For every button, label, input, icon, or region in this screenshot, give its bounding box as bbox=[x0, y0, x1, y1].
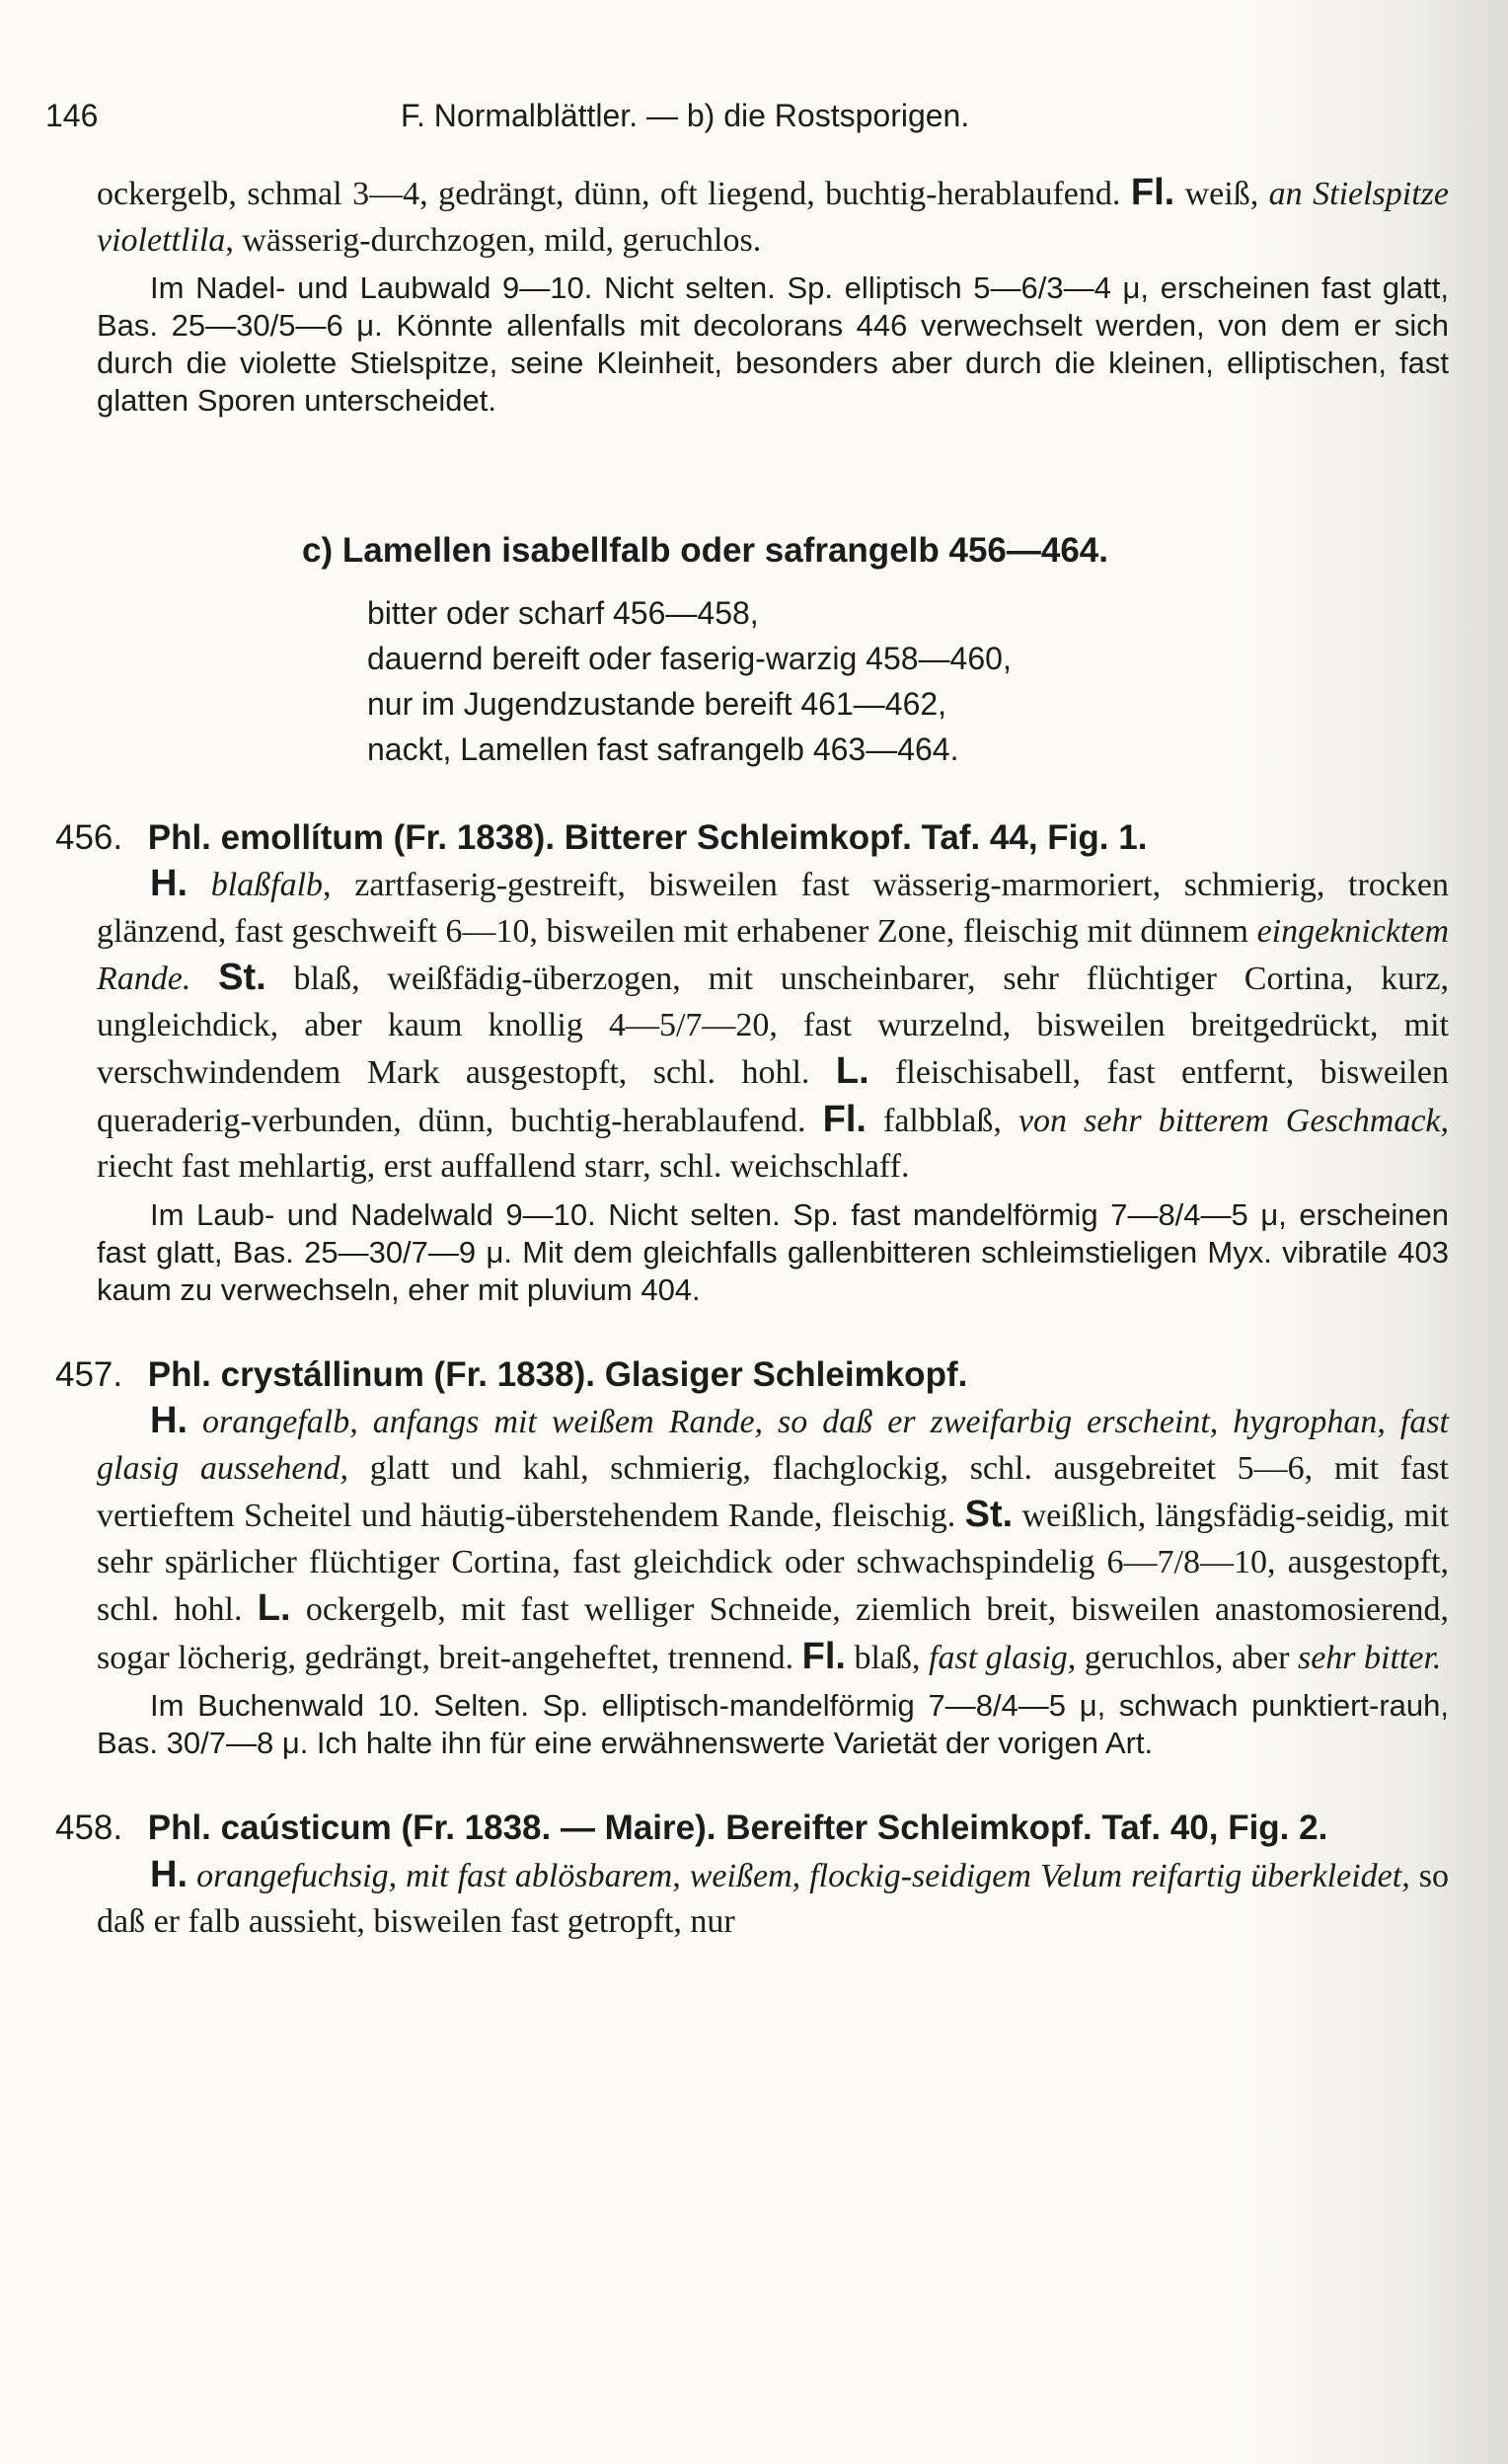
habitat-note: Im Buchenwald 10. Selten. Sp. elliptisch-mandelförmig 7—8/4—5 μ, schwach punktiert-rauh, Bas. 30/7—8 μ. Ich halte ihn für eine erwähnenswerte Varietät der vorigen Art. bbox=[97, 1688, 1449, 1760]
key-item: bitter oder scharf 456—458, bbox=[367, 594, 759, 631]
habitat-note: Im Nadel- und Laubwald 9—10. Nicht selten. Sp. elliptisch 5—6/3—4 μ, erscheinen fast glatt, Bas. 25—30/5—6 μ. Könnte allenfalls mit decolorans 446 verwechselt werden, von dem er sich durch die violette Stielspitze, seine Kleinheit, besonders aber durch die kleinen, elliptischen, fast glatten Sporen unterscheidet. bbox=[97, 270, 1449, 418]
species-name: Phl. crystállinum (Fr. 1838). bbox=[147, 1354, 595, 1394]
text-fragment: falbblaß, bbox=[866, 1102, 1018, 1139]
entry-number: 456. bbox=[55, 817, 123, 857]
entry-description bbox=[97, 1852, 1449, 1946]
key-item: nackt, Lamellen fast safrangelb 463—464. bbox=[367, 731, 959, 767]
text-fragment: weißlich, längsfädig-seidig, mit sehr spärlicher flüchtiger Cortina, fast gleichdick oder schwachspindelig 6—7/8—10, ausgestopft, schl. hohl. bbox=[97, 1498, 1450, 1628]
cap-label: H. bbox=[150, 1400, 188, 1441]
entry-number: 457. bbox=[55, 1354, 123, 1394]
plate-reference: Taf. 40, Fig. 2. bbox=[1101, 1809, 1328, 1847]
entry-heading bbox=[55, 1352, 1449, 1399]
gills-label: L. bbox=[835, 1050, 869, 1092]
section-c bbox=[97, 528, 1449, 772]
italic-fragment: fast glasig, bbox=[929, 1639, 1077, 1676]
habitat-note: Im Laub- und Nadelwald 9—10. Nicht selten. Sp. fast mandelförmig 7—8/4—5 μ, erscheinen fast glatt, Bas. 25—30/7—9 μ. Mit dem gleichfalls gallenbitteren schleimstieligen Myx. vibratile 403 kaum zu verwechseln, eher mit pluvium 404. bbox=[97, 1196, 1449, 1307]
italic-fragment: von sehr bitterem Geschmack, bbox=[1018, 1102, 1450, 1139]
text-fragment: , zartfaserig-gestreift, bisweilen fast wässerig-marmoriert, schmierig, trocken glänzend, fast geschweift 6—10, bisweilen mit erhabener Zone, fleischig mit dünnem bbox=[97, 867, 1450, 950]
entry-description bbox=[97, 861, 1449, 1191]
species-name: Phl. caústicum (Fr. 1838. — Maire). bbox=[147, 1809, 716, 1847]
key-item: dauernd bereift oder faserig-warzig 458—460, bbox=[367, 640, 1012, 676]
flesh-label: Fl. bbox=[801, 1635, 846, 1677]
key-item: nur im Jugendzustande bereift 461—462, bbox=[367, 685, 947, 722]
common-name: Bereifter Schleimkopf. bbox=[725, 1809, 1093, 1847]
gills-label: L. bbox=[257, 1587, 291, 1629]
cap-label: H. bbox=[150, 863, 188, 904]
text-fragment: , wässerig-durchzogen, mild, geruchlos. bbox=[225, 221, 762, 259]
cap-label: H. bbox=[150, 1853, 188, 1895]
entry-heading bbox=[55, 1806, 1449, 1852]
text-fragment: so daß er falb aussieht, bisweilen fast getropft, nur bbox=[97, 1857, 1450, 1940]
text-fragment: fleischisabell, fast entfernt, bisweilen queraderig-verbunden, dünn, buchtig-herablaufend. bbox=[97, 1054, 1449, 1139]
flesh-label: Fl. bbox=[1130, 172, 1175, 213]
text-fragment: weiß, bbox=[1174, 176, 1269, 212]
page-content bbox=[45, 91, 1450, 1946]
common-name: Glasiger Schleimkopf. bbox=[604, 1354, 968, 1394]
text-fragment: blaß, bbox=[845, 1639, 930, 1676]
common-name: Bitterer Schleimkopf. bbox=[564, 817, 912, 857]
italic-fragment: orangefalb, anfangs mit weißem Rande, so daß er zweifarbig erscheint, hygrophan, fast glasig aussehend, bbox=[97, 1404, 1449, 1487]
species-entry-458 bbox=[55, 1806, 1450, 1946]
flesh-label: Fl. bbox=[822, 1098, 867, 1140]
page-number: 146 bbox=[45, 98, 99, 133]
plate-reference: Taf. 44, Fig. 1. bbox=[921, 817, 1148, 857]
running-header bbox=[45, 91, 1449, 140]
stem-label: St. bbox=[964, 1494, 1014, 1535]
entry-number: 458. bbox=[55, 1809, 123, 1847]
italic-fragment: eingeknicktem Rande. bbox=[97, 912, 1449, 997]
spacer bbox=[97, 420, 1449, 518]
text-fragment: ockergelb, mit fast welliger Schneide, ziemlich breit, bisweilen anastomosierend, sogar löcherig, gedrängt, breit-angeheftet, trennend. bbox=[97, 1591, 1450, 1676]
text-fragment: glatt und kahl, schmierig, flachglockig, schl. ausgebreitet 5—6, mit fast vertieftem Scheitel und häutig-überstehendem Rande, fleischig. bbox=[97, 1449, 1449, 1534]
species-entry-456 bbox=[55, 815, 1450, 1309]
section-heading: c) Lamellen isabellfalb oder safrangelb 456—464. bbox=[302, 531, 1108, 570]
text-fragment: blaß, weißfädig-überzogen, mit unscheinbarer, sehr flüchtiger Cortina, kurz, ungleichdick, aber kaum knollig 4—5/7—20, fast wurzelnd, bisweilen breitgedrückt, mit verschwindendem Mark ausgestopft, schl. hohl. bbox=[97, 961, 1449, 1091]
text-fragment: geruchlos, aber bbox=[1076, 1639, 1298, 1676]
italic-fragment: an Stielspitze violettlila bbox=[97, 176, 1449, 259]
italic-fragment: orangefuchsig, mit fast ablösbarem, weißem, flockig-seidigem Velum reifartig überkleidet, bbox=[196, 1857, 1410, 1894]
species-name: Phl. emollítum (Fr. 1838). bbox=[147, 817, 556, 857]
continued-text bbox=[97, 170, 1449, 264]
continued-entry bbox=[97, 170, 1449, 420]
running-title: F. Normalblättler. — b) die Rostsporigen. bbox=[401, 98, 970, 133]
key-list bbox=[367, 590, 1449, 772]
species-entry-457 bbox=[55, 1352, 1450, 1763]
text-fragment: riecht fast mehlartig, erst auffallend starr, schl. weichschlaff. bbox=[97, 1148, 910, 1185]
stem-label: St. bbox=[218, 957, 266, 998]
entry-heading bbox=[55, 815, 1449, 862]
italic-fragment: blaßfalb bbox=[210, 867, 324, 903]
italic-fragment: sehr bitter. bbox=[1297, 1639, 1442, 1676]
entry-description bbox=[97, 1398, 1449, 1681]
text-line: ockergelb, schmal 3—4, gedrängt, dünn, oft liegend, buchtig-herablaufend. bbox=[97, 176, 1121, 212]
